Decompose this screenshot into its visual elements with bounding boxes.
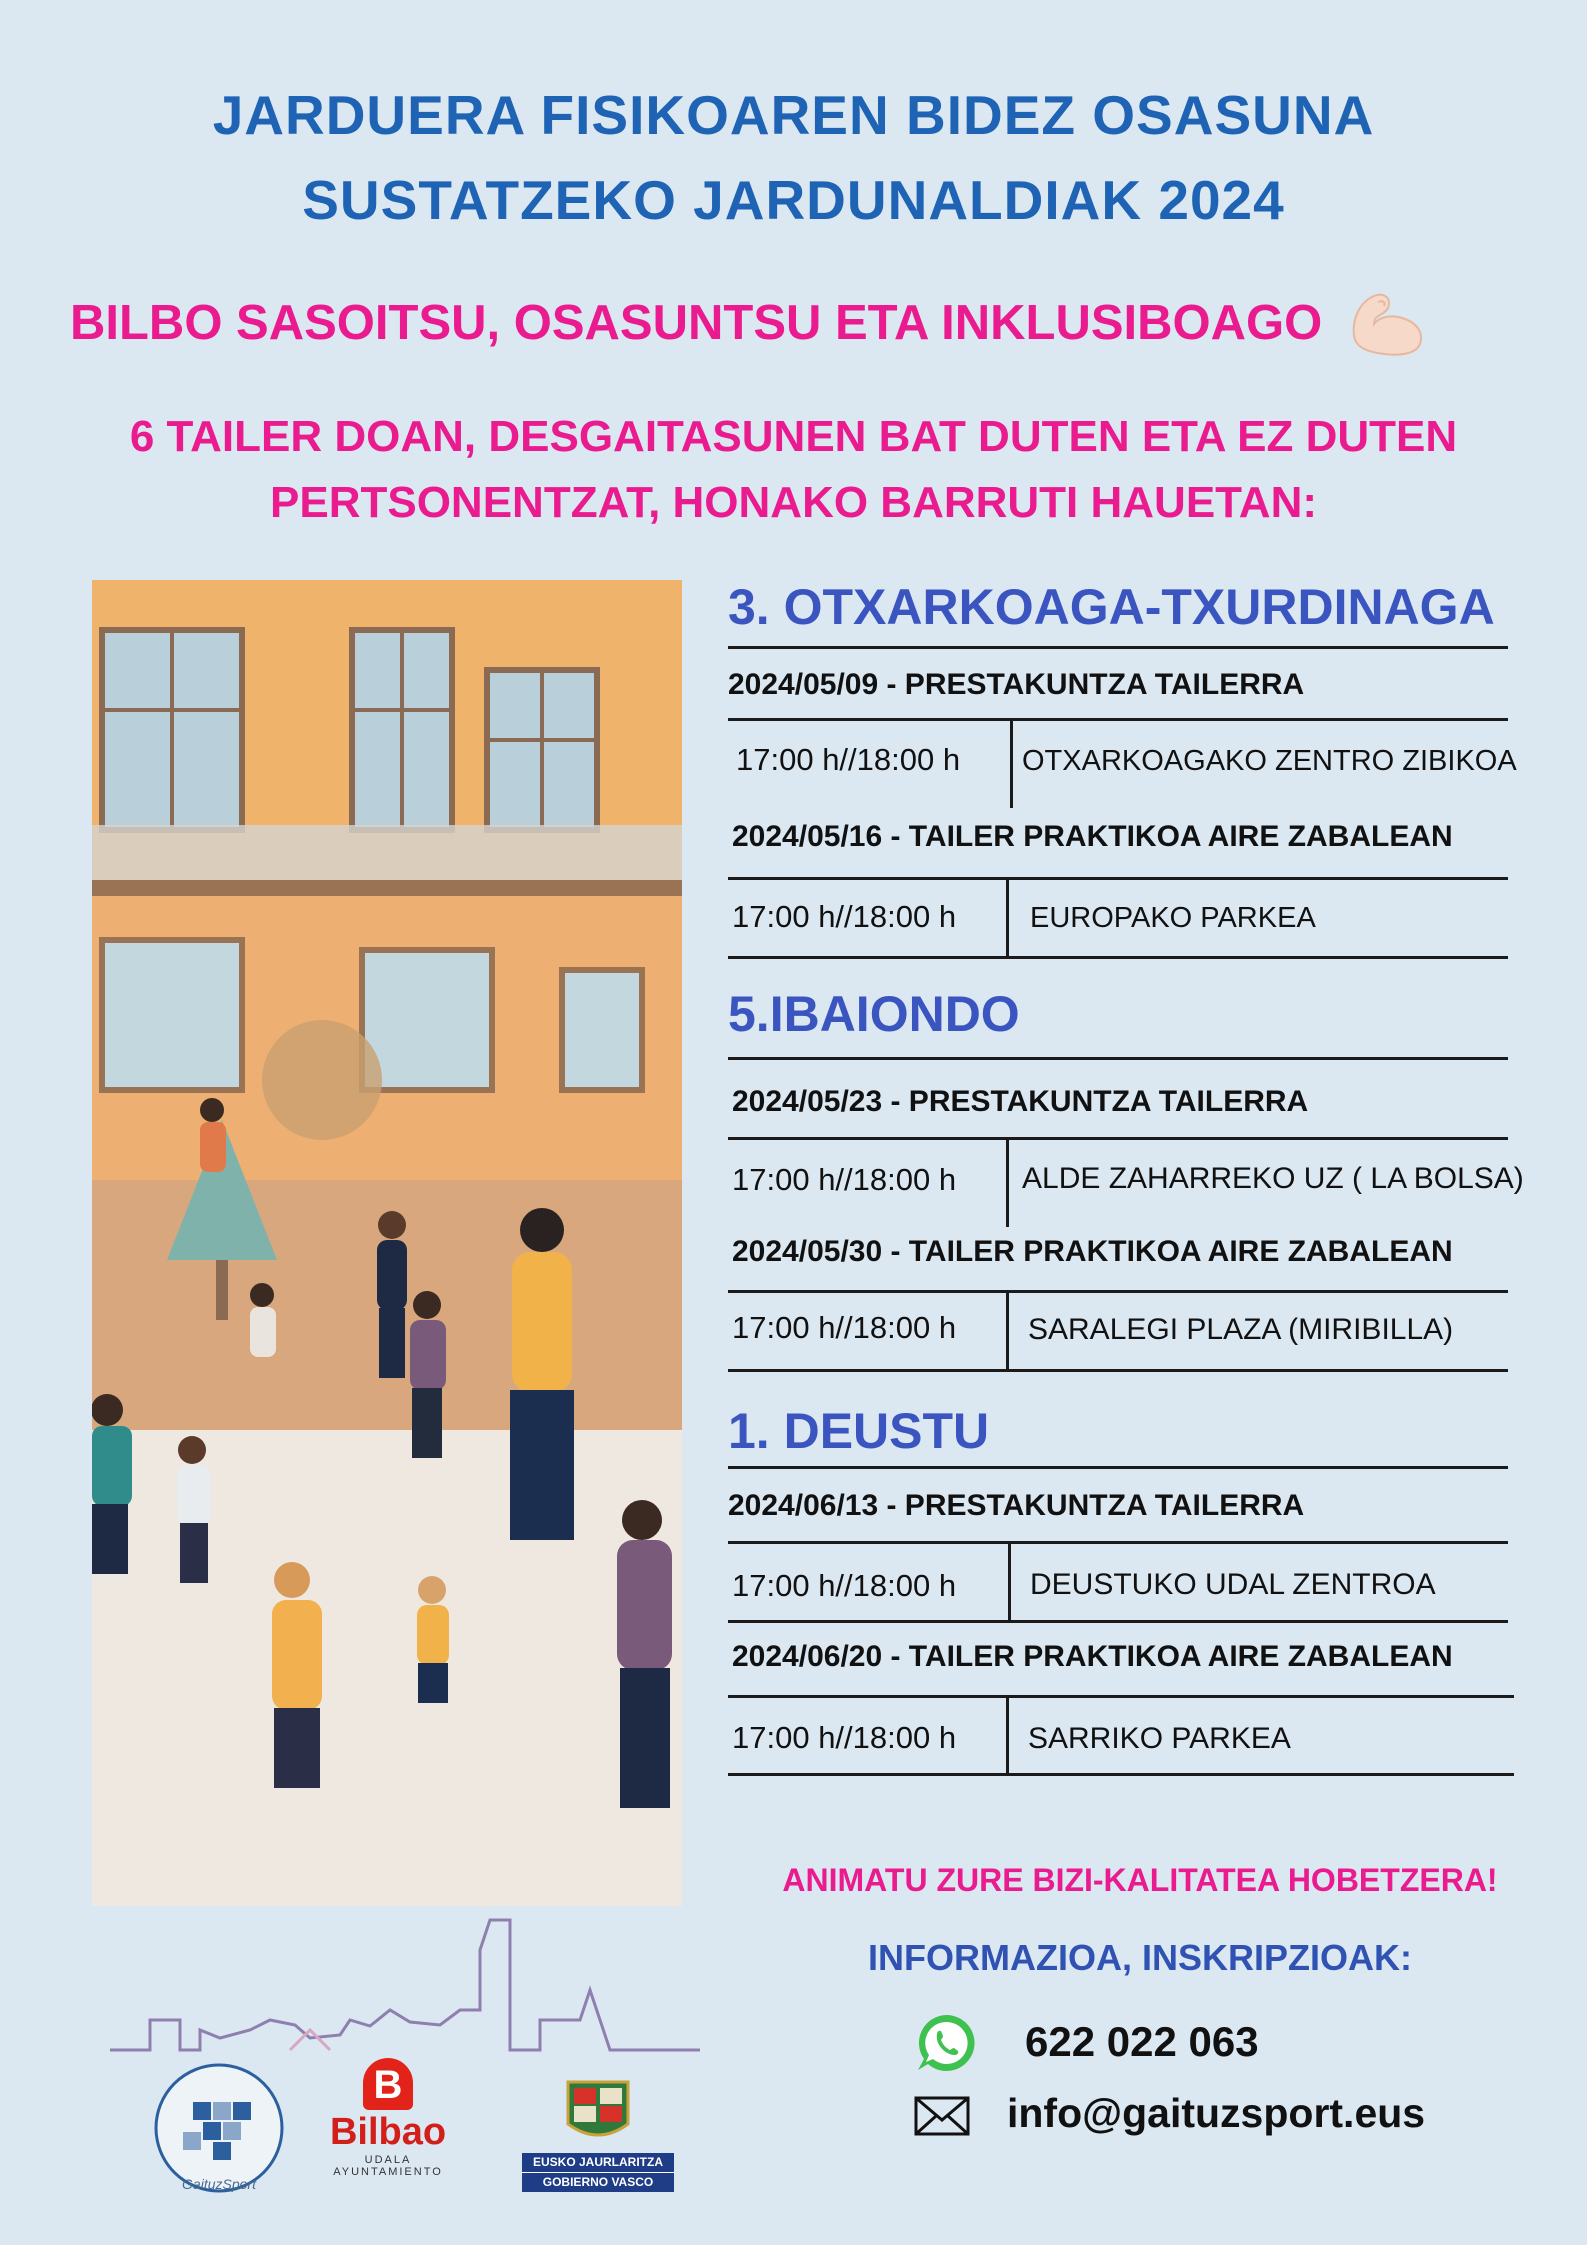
flexed-biceps-icon [1344, 288, 1430, 358]
bilbao-logo-text: Bilbao [329, 2111, 447, 2153]
email-address[interactable]: info@gaituzsport.eus [1007, 2090, 1426, 2136]
district-otxarkoaga-title: 3. OTXARKOAGA-TXURDINAGA [728, 579, 1495, 635]
divider-vertical [1008, 1543, 1011, 1621]
session-header: 2024/06/20 - TAILER PRAKTIKOA AIRE ZABALEAN [732, 1640, 1453, 1673]
phone-number[interactable]: 622 022 063 [1025, 2018, 1259, 2065]
eusko-jaurlaritza-text: EUSKO JAURLARITZA [522, 2153, 674, 2172]
divider-vertical [1010, 720, 1013, 808]
session-header: 2024/05/16 - TAILER PRAKTIKOA AIRE ZABALEAN [732, 820, 1453, 853]
session-place: OTXARKOAGAKO ZENTRO ZIBIKOA [1022, 745, 1517, 777]
whatsapp-icon [915, 2012, 977, 2074]
district-ibaiondo-title: 5.IBAIONDO [728, 986, 1020, 1042]
session-time: 17:00 h//18:00 h [732, 1720, 957, 1755]
divider [728, 1290, 1508, 1293]
divider-vertical [1006, 1292, 1009, 1370]
session-place: EUROPAKO PARKEA [1030, 902, 1316, 934]
divider [728, 1369, 1508, 1372]
subtitle-row [70, 288, 1430, 358]
divider [728, 718, 1508, 721]
session-header: 2024/06/13 - PRESTAKUNTZA TAILERRA [728, 1489, 1305, 1522]
eusko-jaurlaritza-logo [522, 2078, 674, 2192]
divider-vertical [1006, 1139, 1009, 1227]
session-place: SARALEGI PLAZA (MIRIBILLA) [1028, 1313, 1454, 1346]
divider-vertical [1006, 879, 1009, 957]
divider [728, 1057, 1508, 1060]
intro-line-2: PERTSONENTZAT, HONAKO BARRUTI HAUETAN: [270, 478, 1317, 527]
page-title-line-2: SUSTATZEKO JARDUNALDIAK 2024 [302, 169, 1285, 231]
session-header: 2024/05/09 - PRESTAKUNTZA TAILERRA [728, 668, 1305, 701]
gaituz-logo-text: GaituzSport [182, 2176, 256, 2192]
divider [728, 877, 1508, 880]
divider [728, 1137, 1508, 1140]
bilbao-ayuntamiento: AYUNTAMIENTO [333, 2166, 443, 2178]
session-time: 17:00 h//18:00 h [736, 742, 961, 777]
basque-coat-of-arms [522, 2078, 674, 2148]
session-time: 17:00 h//18:00 h [732, 1568, 957, 1603]
subtitle: BILBO SASOITSU, OSASUNTSU ETA INKLUSIBOAGO [70, 296, 1323, 350]
session-place: ALDE ZAHARREKO UZ ( LA BOLSA) [1022, 1162, 1524, 1195]
session-time: 17:00 h//18:00 h [732, 1310, 957, 1345]
session-place: SARRIKO PARKEA [1028, 1722, 1291, 1755]
divider [728, 1466, 1508, 1469]
divider-vertical [1006, 1697, 1009, 1775]
page-title-line-1: JARDUERA FISIKOAREN BIDEZ OSASUNA [212, 84, 1375, 146]
divider [728, 1541, 1508, 1544]
envelope-icon [914, 2096, 970, 2136]
bilbao-skyline-drawing [110, 1910, 700, 2065]
bilbao-b-mark: B [363, 2058, 413, 2110]
bilbao-udala: UDALA [364, 2154, 412, 2166]
district-deustu-title: 1. DEUSTU [728, 1403, 990, 1459]
divider [728, 1620, 1508, 1623]
divider [728, 956, 1508, 959]
session-header: 2024/05/30 - TAILER PRAKTIKOA AIRE ZABALEAN [732, 1235, 1453, 1268]
session-time: 17:00 h//18:00 h [732, 1162, 957, 1197]
info-heading: INFORMAZIOA, INSKRIPZIOAK: [868, 1937, 1412, 1978]
divider [728, 646, 1508, 649]
divider [728, 1773, 1514, 1776]
session-place: DEUSTUKO UDAL ZENTROA [1030, 1568, 1436, 1601]
gobierno-vasco-text: GOBIERNO VASCO [522, 2172, 674, 2192]
session-header: 2024/05/23 - PRESTAKUNTZA TAILERRA [732, 1085, 1309, 1118]
cta-text: ANIMATU ZURE BIZI-KALITATEA HOBETZERA! [782, 1862, 1498, 1898]
illustration-people-exercising [92, 580, 682, 1906]
intro-line-1: 6 TAILER DOAN, DESGAITASUNEN BAT DUTEN ETA EZ DUTEN [129, 412, 1458, 461]
session-time: 17:00 h//18:00 h [732, 899, 957, 934]
gaituz-sport-logo [153, 2062, 285, 2194]
divider [728, 1695, 1514, 1698]
bilbao-logo [318, 2058, 458, 2218]
